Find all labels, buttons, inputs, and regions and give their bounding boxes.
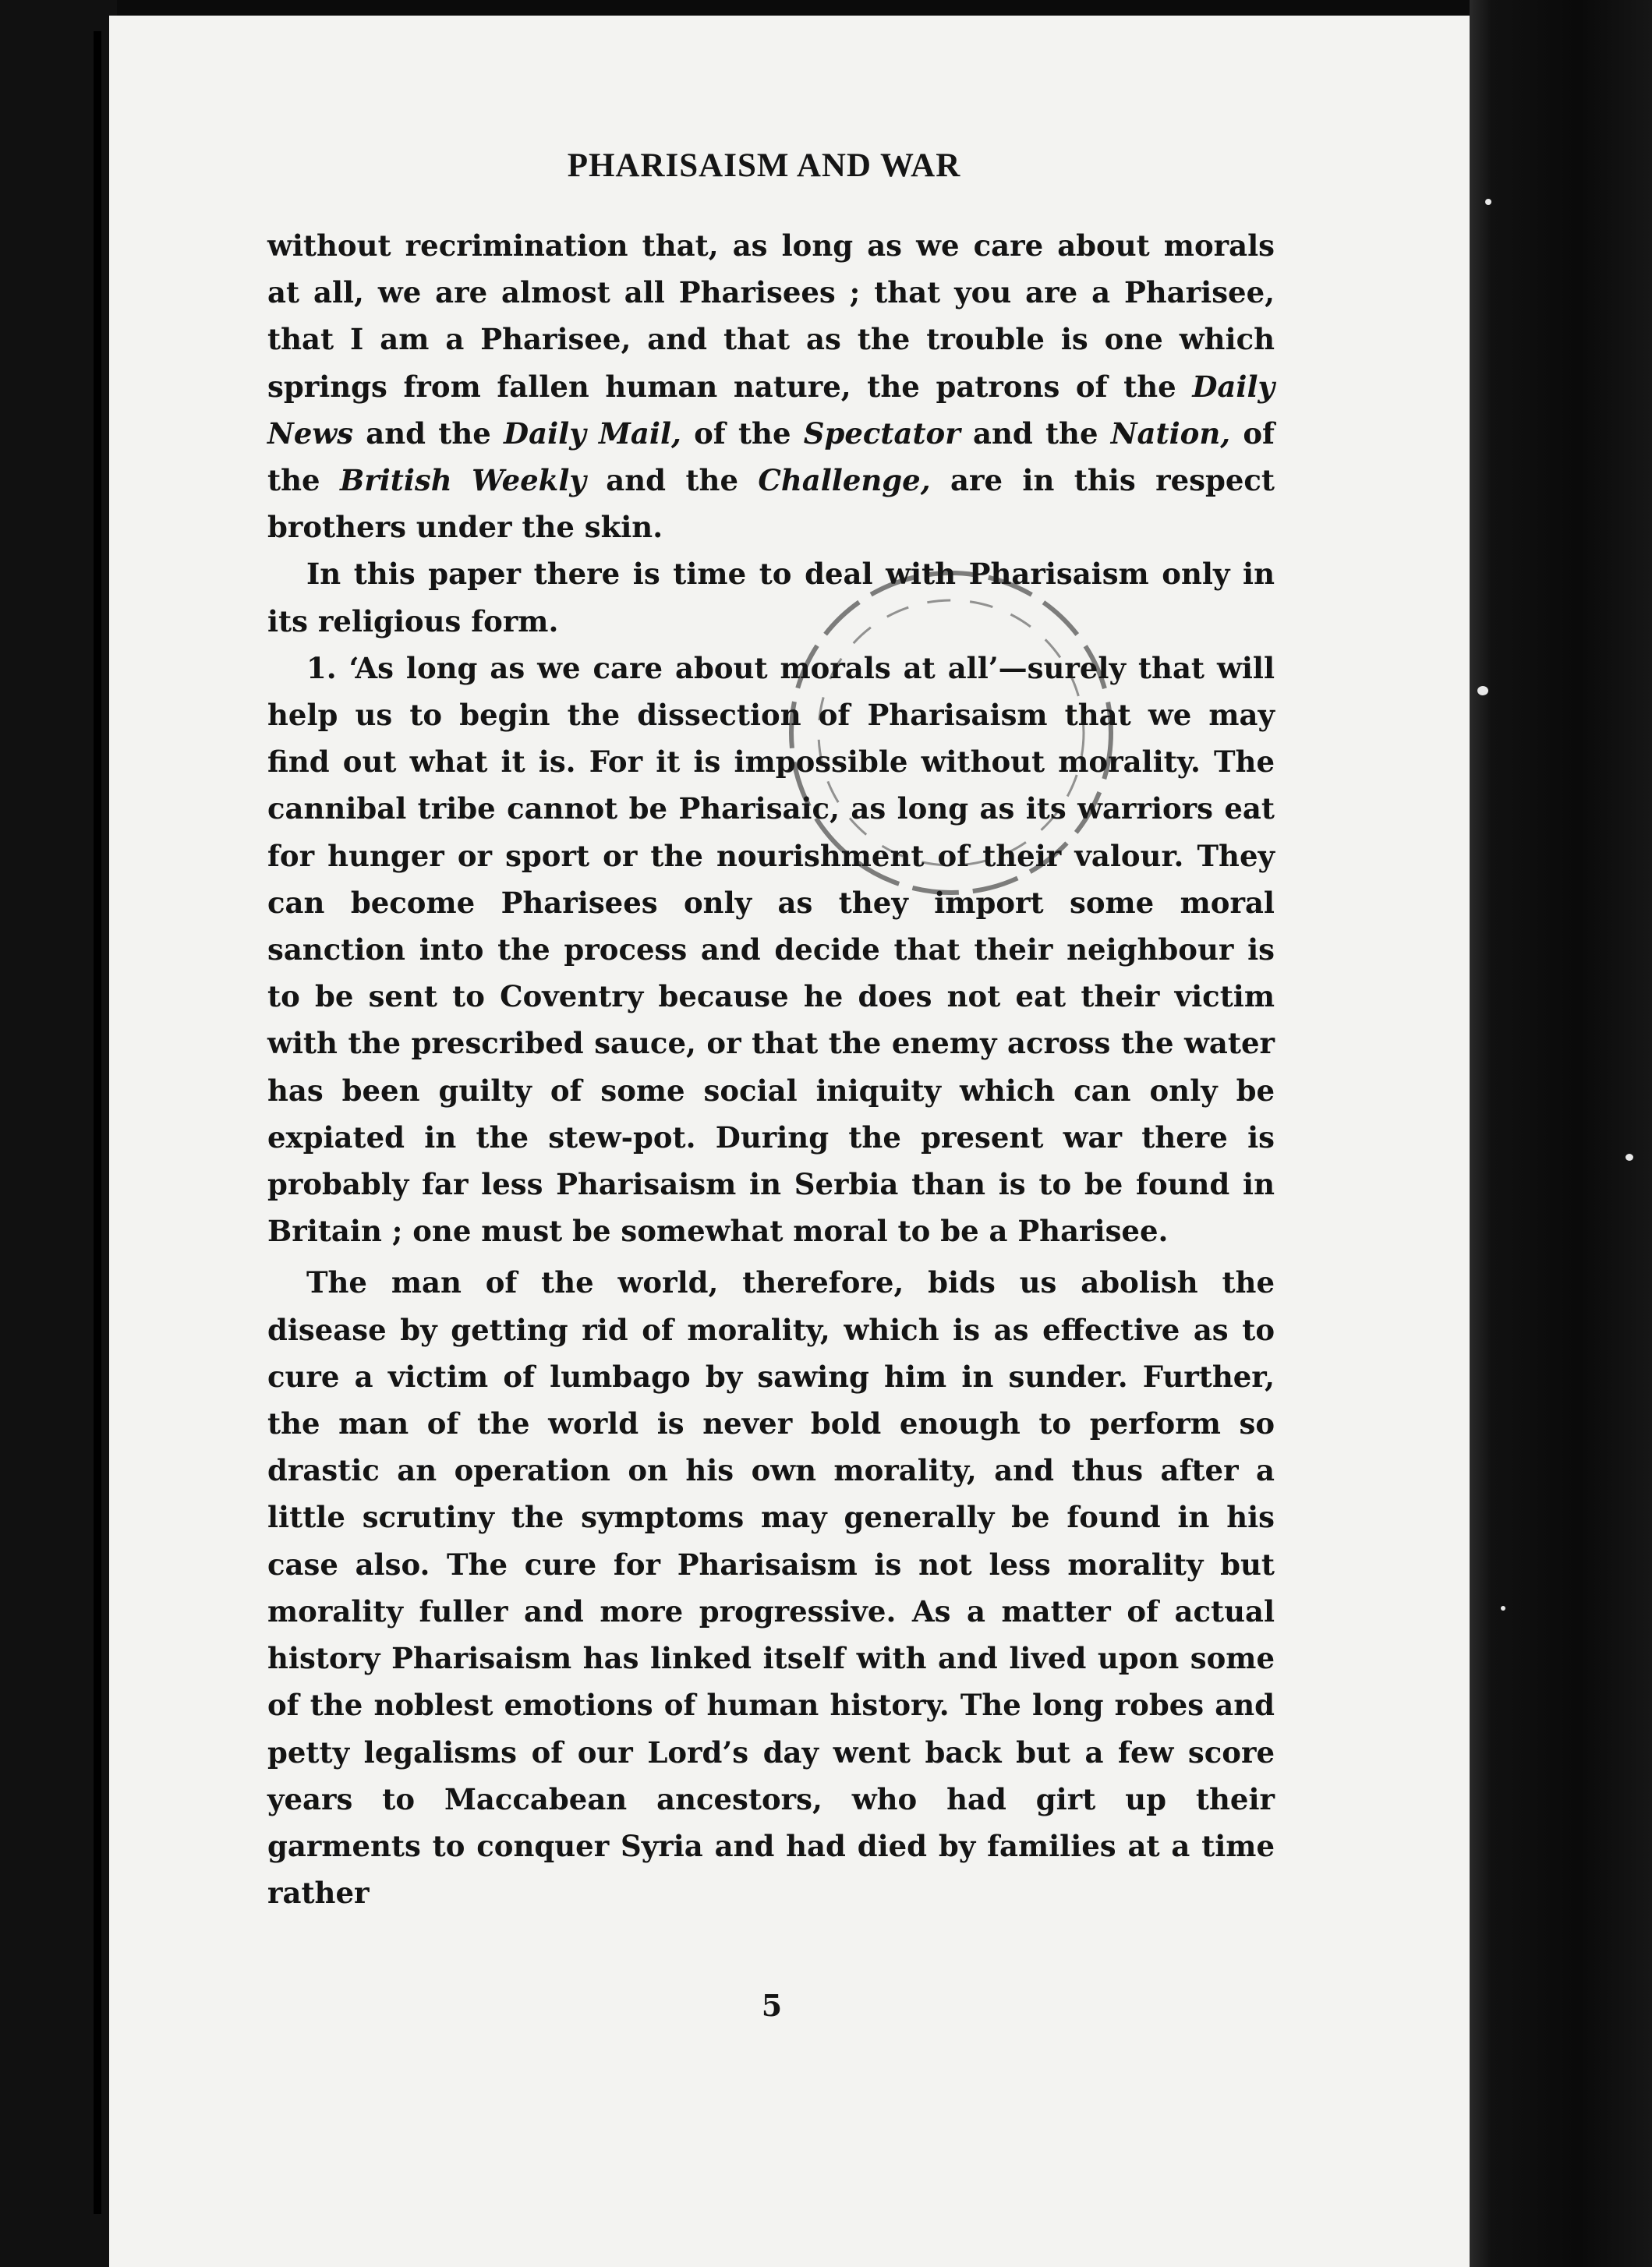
periodical-title: Daily Mail, xyxy=(504,416,681,451)
periodical-title: Challenge, xyxy=(758,463,931,498)
text-run: and the xyxy=(960,416,1111,451)
dust-speck xyxy=(1501,1606,1505,1611)
text-run: and the xyxy=(353,416,504,451)
paragraph-4: The man of the world, therefore, bids us abolish the disease by getting rid of morality, which is as effective as to cure a victim of lumbago by sawing him in sunder. Further, the man of the world is never bold enough to perform so drastic an operation on his own morality, and thus after a little scrutiny the symptoms may generally be found in his case also. The cure for Pharisaism is not less morality but morality fuller and more progressive. As a matter of actual history Pharisaism has linked itself with and lived upon some of the noblest emotions of human history. The long robes and petty legalisms of our Lord’s day went back but a few score years to Maccabean ancestors, who had girt up their garments to conquer Syria and had died by families at a time rather xyxy=(267,1265,1275,1911)
running-header: PHARISAISM AND WAR xyxy=(567,147,961,184)
paragraph-1 xyxy=(267,222,1275,550)
page-number: 5 xyxy=(761,1988,783,2023)
periodical-title: Spectator xyxy=(803,416,960,451)
scan-right-margin xyxy=(1470,0,1652,2267)
dust-speck xyxy=(1625,1154,1633,1161)
text-run: without recrimination that, as long as we care about morals at all, we are almost all Pharisees ; that you are a Pharisee, that I am a Pharisee, and that as the trouble is one which springs from fallen human nature, the patrons of the xyxy=(267,228,1275,404)
text-run: are in this respect brothers under the skin. xyxy=(267,463,1275,545)
text-run: and the xyxy=(585,463,759,498)
paragraph-2: In this paper there is time to deal with Pharisaism only in its religious form. xyxy=(267,557,1275,638)
dust-speck xyxy=(1485,199,1491,205)
paragraph-3: 1. ‘As long as we care about morals at all’—surely that will help us to begin the dissection of Pharisaism that we may find out what it is. For it is impossible without morality. The cannibal tribe cannot be Pharisaic, as long as its warriors eat for hunger or sport or the nourishment of their valour. They can become Pharisees only as they import some moral sanction into the process and decide that their neighbour is to be sent to Coventry because he does not eat their victim with the prescribed sauce, or that the enemy across the water has been guilty of some social iniquity which can only be expiated in the stew-pot. During the present war there is probably far less Pharisaism in Serbia than is to be found in Britain ; one must be somewhat moral to be a Pharisee. xyxy=(267,650,1275,1249)
dust-speck xyxy=(1477,686,1488,695)
periodical-title: Nation, xyxy=(1110,416,1231,451)
periodical-title: British Weekly xyxy=(339,463,586,498)
page-body xyxy=(267,222,1275,1916)
text-run: of the xyxy=(681,416,804,451)
text-run: of the xyxy=(267,416,1275,498)
periodical-title: Daily News xyxy=(267,369,1275,451)
book-gutter-line xyxy=(94,31,101,2214)
